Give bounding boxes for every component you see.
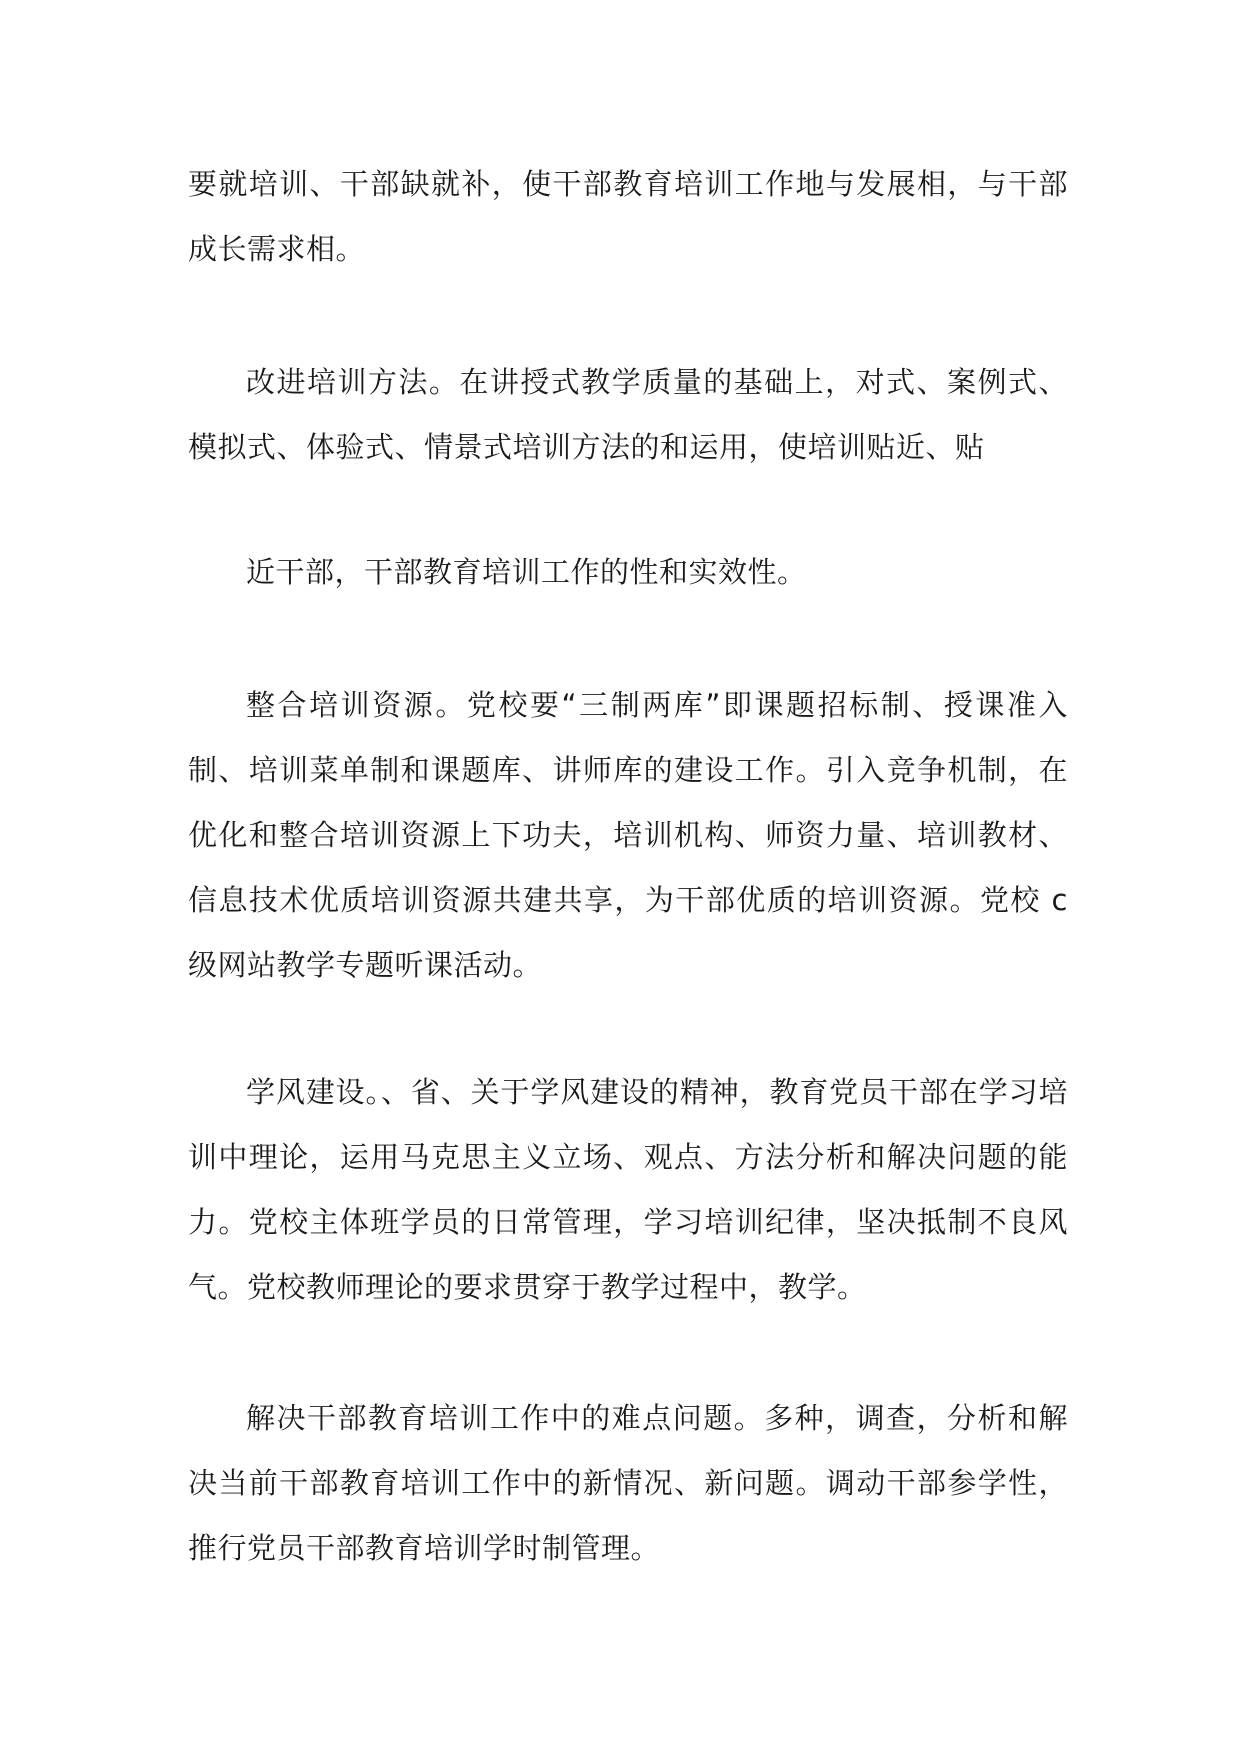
paragraph-continuation: 要就培训、干部缺就补，使干部教育培训工作地与发展相，与干部成长需求相。 xyxy=(188,167,1068,266)
paragraph-training-resources: 整合培训资源。党校要“三制两库”即课题招标制、授课准入制、培训菜单制和课题库、讲师库的建设工作。引入竞争机制，在优化和整合培训资源上下功夫，培训机构、师资力量、培训教材、信息技术优质培训资源共建共享，为干部优质的培训资源。党校 c 级网站教学专题听课活动。 xyxy=(188,688,1068,982)
paragraph-difficult-problems: 解决干部教育培训工作中的难点问题。多种，调查，分析和解决当前干部教育培训工作中的新情况、新问题。调动干部参学性，推行党员干部教育培训学时制管理。 xyxy=(188,1401,1068,1565)
paragraph-training-methods: 改进培训方法。在讲授式教学质量的基础上，对式、案例式、模拟式、体验式、情景式培训方法的和运用，使培训贴近、贴 xyxy=(188,365,1068,464)
paragraph-study-style: 学风建设。、省、关于学风建设的精神，教育党员干部在学习培训中理论，运用马克思主义立场、观点、方法分析和解决问题的能力。党校主体班学员的日常管理，学习培训纪律，坚决抵制不良风气。党校教师理论的要求贯穿于教学过程中，教学。 xyxy=(188,1075,1068,1304)
paragraph-training-methods-continued: 近干部，干部教育培训工作的性和实效性。 xyxy=(246,555,807,589)
